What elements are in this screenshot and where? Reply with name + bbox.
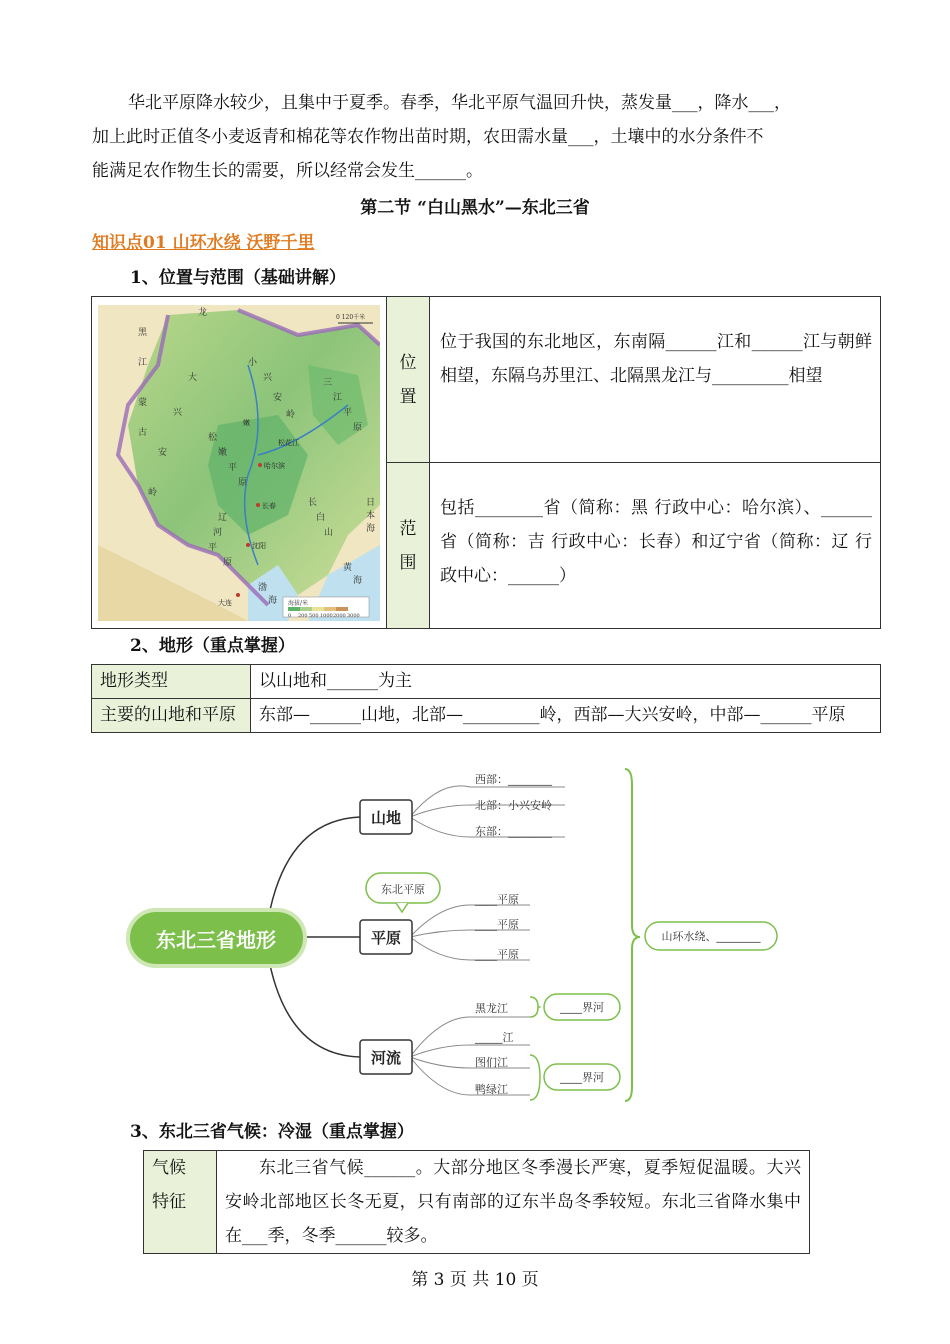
position-description: 位于我国的东北地区，东南隔______江和______江与朝鲜相望，东隔乌苏里江、北隔黑龙江与_________相望 [440,332,872,386]
map-label: 山 [324,527,334,538]
legend-tick: 1000 [320,612,333,619]
map-label: 原 [353,422,363,433]
map-label: 海 [366,523,376,534]
terrain-type-value: 以山地和______为主 [251,665,881,699]
city-dot [246,543,250,547]
mountain-north: 北部：小兴安岭 [475,799,552,812]
map-label: 安 [158,447,168,458]
label-position [387,297,430,463]
mountain-west: 西部：________ [475,773,552,786]
intro-line-1: 华北平原降水较少，且集中于夏季。春季，华北平原气温回升快，蒸发量___，降水___， [128,93,791,113]
section-title: 第二节 “白山黑水”—东北三省 [360,198,590,218]
map-label: 海 [268,595,278,606]
legend-swatch [324,607,336,611]
label-range-char: 围 [399,552,417,573]
map-cell [92,297,387,629]
climate-label-line: 特征 [152,1192,186,1212]
map-label: 日 [366,497,376,508]
map-label: 黄 [343,562,353,573]
intro-line-3: 能满足农作物生长的需要，所以经常会发生______。 [92,161,483,181]
river-tumenjiang: 图们江 [475,1056,508,1069]
map-label: 辽 [218,512,228,523]
location-table [91,296,881,629]
map-label: 河 [213,527,223,538]
mindmap-root-label: 东北三省地形 [156,928,276,952]
map-label: 龙 [198,307,208,318]
legend-swatch [288,607,300,611]
summary-brace [625,769,640,1101]
map-label: 小 [248,357,258,368]
plain-item: ____平原 [475,893,519,906]
map-label: 原 [223,557,233,568]
subsection-1-title: 1、位置与范围（基础讲解） [130,268,346,288]
map-label: 兴 [173,407,183,418]
northeast-map [98,305,380,621]
map-label: 渤 [258,582,268,593]
map-label: 原 [238,477,248,488]
position-text [430,297,881,463]
subsection-3-title: 3、东北三省气候：冷湿（重点掌握） [130,1122,414,1142]
legend-tick: 500 [309,612,319,619]
map-label: 大连 [218,598,232,607]
label-range [387,463,430,629]
map-label: 平 [208,542,218,553]
summary-label: 山环水绕、________ [661,930,761,943]
map-label: 黑 [138,327,148,338]
map-label: 海 [353,575,363,586]
terrain-table [91,664,881,733]
map-label: 松花江 [278,438,299,447]
label-position-char: 置 [399,386,417,407]
map-legend-title: 海拔/米 [288,599,309,607]
main-landforms-label: 主要的山地和平原 [92,699,251,733]
climate-label [144,1151,217,1254]
label-range-char: 范 [399,518,417,539]
map-label: 平 [228,462,238,473]
branch-rivers-label: 河流 [370,1049,402,1067]
river-item: _____江 [475,1031,514,1044]
map-label: 白 [316,512,326,523]
scale-label: 0 120千米 [336,313,366,321]
plain-item: ____平原 [475,918,519,931]
map-label: 安 [273,392,283,403]
intro-line-2: 加上此时正值冬小麦返青和棉花等农作物出苗时期，农田需水量___，土壤中的水分条件不 [92,127,764,147]
map-label: 江 [333,392,343,403]
map-label: 长春 [262,501,276,510]
knowledge-point-title: 知识点01 山环水绕 沃野千里 [92,233,315,253]
map-label: 岭 [148,487,158,498]
map-label: 三 [323,377,333,388]
legend-swatch [336,607,348,611]
plain-callout-label: 东北平原 [381,883,425,896]
terrain-type-label: 地形类型 [92,665,251,699]
map-label: 哈尔滨 [264,461,285,470]
legend-tick: 0 [288,612,292,619]
city-dot [258,463,262,467]
legend-swatch [312,607,324,611]
branch-plains-label: 平原 [370,929,402,947]
page-footer: 第 3 页 共 10 页 [411,1270,539,1290]
plain-item: ____平原 [475,948,519,961]
city-dot [256,503,260,507]
river-yalujiang: 鸭绿江 [475,1083,508,1096]
climate-label-line: 气候 [152,1158,186,1178]
map-label: 嫩 [218,447,228,458]
city-dot [236,593,240,597]
legend-tick: 2000 [333,612,346,619]
map-label: 岭 [286,409,296,420]
map-label: 沈阳 [252,541,266,550]
range-text [430,463,881,629]
map-label: 古 [138,427,148,438]
map-label: 本 [366,510,376,521]
map-label: 嫩 [243,418,250,427]
river-brace-2 [530,1055,540,1100]
legend-tick: 3000 [347,612,360,619]
climate-table [143,1150,810,1254]
plain-callout-pointer [396,903,408,912]
range-description: 包括________省（简称：黑 行政中心：哈尔滨）、______省（简称：吉 行政中心：长春）和辽宁省（简称：辽 行政中心：______） [440,498,872,586]
map-label: 江 [138,357,148,368]
intro-paragraph [92,86,872,188]
river-tag-1-label: ____界河 [560,1001,604,1014]
map-label: 平 [343,407,353,418]
terrain-mindmap [120,765,790,1105]
map-label: 大 [188,372,198,383]
map-label: 蒙 [138,397,148,408]
river-brace-1 [530,997,540,1017]
legend-swatch [300,607,312,611]
climate-text: 东北三省气候______。大部分地区冬季漫长严寒，夏季短促温暖。大兴安岭北部地区长冬无夏，只有南部的辽东半岛冬季较短。东北三省降水集中在___季，冬季______较多。 [217,1151,810,1254]
label-position-char: 位 [399,352,417,373]
legend-tick: 200 [298,612,308,619]
map-label: 松 [208,432,218,443]
branch-mountains-label: 山地 [370,809,402,827]
mountain-east: 东部：________ [475,825,552,838]
river-tag-2-label: ____界河 [560,1071,604,1084]
main-landforms-value: 东部—______山地，北部—_________岭，西部—大兴安岭，中部—______平原 [251,699,881,733]
subsection-2-title: 2、地形（重点掌握） [130,636,295,656]
map-label: 兴 [263,372,273,383]
river-heilongjiang: 黑龙江 [475,1002,508,1015]
map-label: 长 [308,497,318,508]
